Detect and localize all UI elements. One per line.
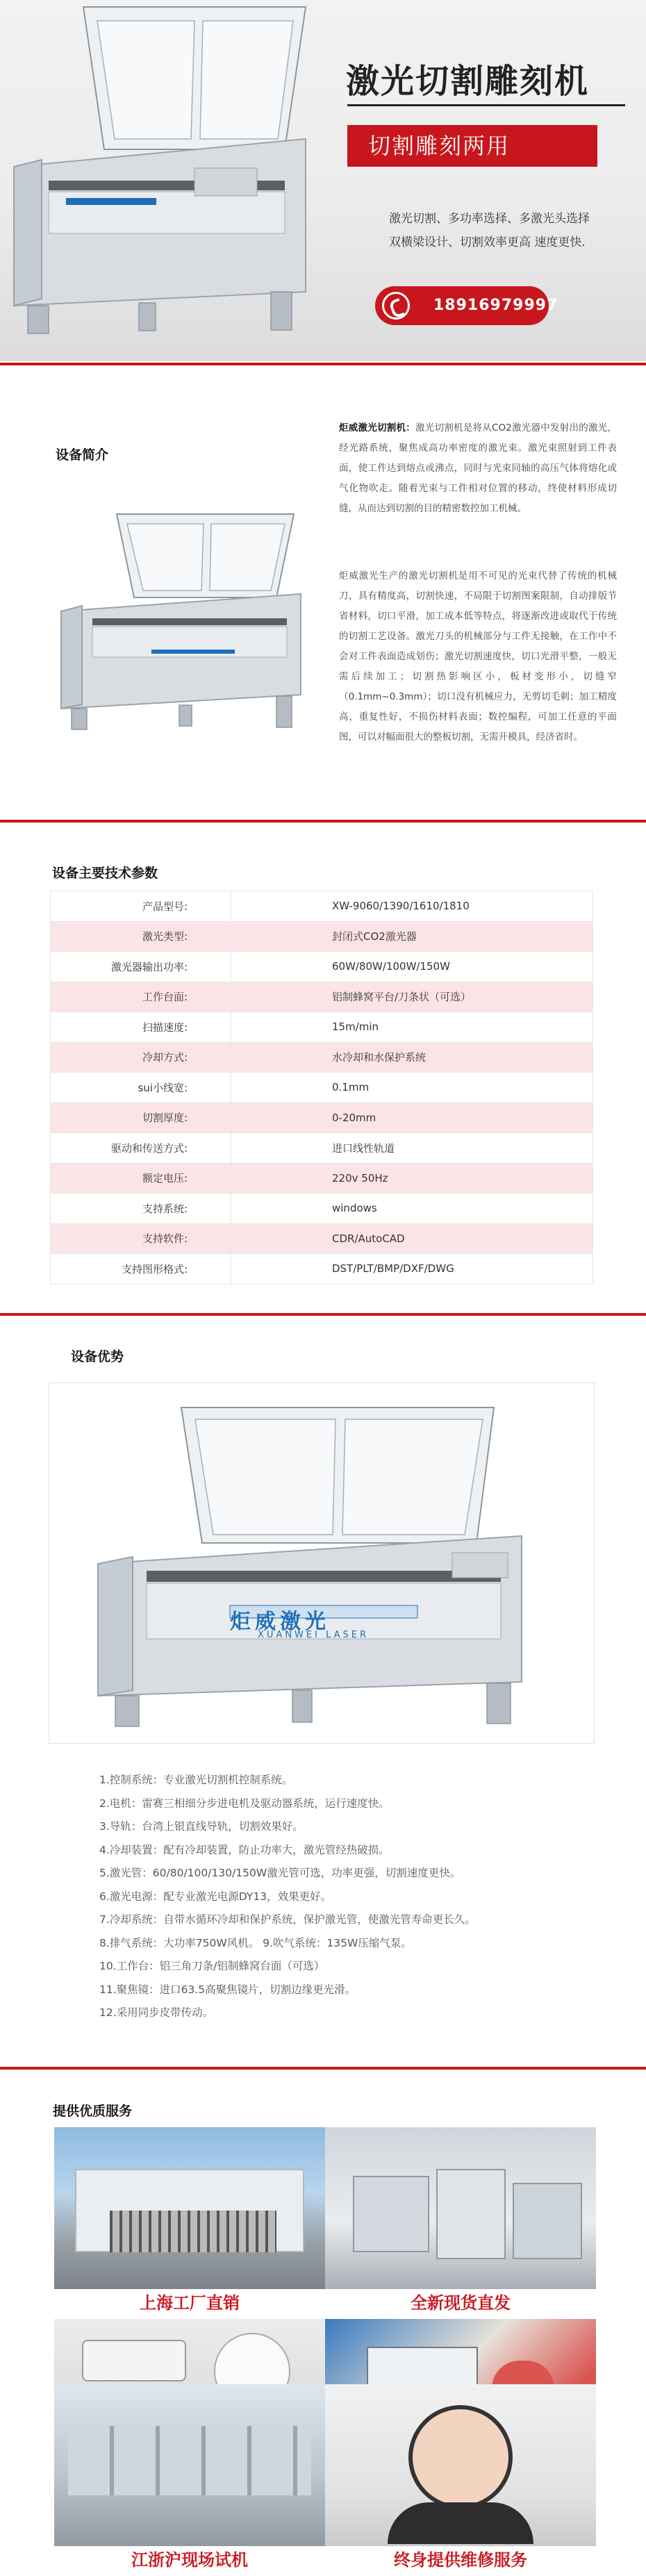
brand-watermark: 炬威激光 bbox=[230, 1610, 330, 1634]
spec-row bbox=[51, 891, 593, 922]
spec-row bbox=[51, 1103, 593, 1133]
spec-value: 封闭式CO2激光器 bbox=[231, 921, 593, 952]
service-label: 江浙沪现场试机 bbox=[54, 2546, 325, 2574]
phone-button[interactable] bbox=[375, 286, 558, 325]
spec-value: 0-20mm bbox=[231, 1103, 593, 1133]
intro-text-1: 激光切割机是将从CO2激光器中发射出的激光，经光路系统，聚焦成高功率密度的激光束。激光束照射到工件表面，使工件达到熔点或沸点，同时与光束同轴的高压气体将熔化或气化物吹走。随着光束与工件相对位置的移动，终使材料形成切缝，从而达到切割的目的精密数控加工机械。 bbox=[339, 422, 617, 514]
spec-key: 工作台面: bbox=[51, 982, 231, 1012]
intro-lead: 炬威激光切割机： bbox=[339, 422, 416, 434]
service-label: 终身提供维修服务 bbox=[325, 2546, 596, 2574]
laser-machine-image bbox=[0, 0, 326, 347]
spec-value: 进口线性轨道 bbox=[231, 1133, 593, 1164]
section-divider bbox=[0, 1313, 646, 1316]
spec-row bbox=[51, 952, 593, 982]
spec-value: XW-9060/1390/1610/1810 bbox=[231, 891, 593, 922]
spec-value: 60W/80W/100W/150W bbox=[231, 952, 593, 982]
phone-icon bbox=[382, 292, 410, 320]
spec-row bbox=[51, 1254, 593, 1285]
intro-paragraph: 炬威激光生产的激光切割机是用不可见的光束代替了传统的机械刀，具有精度高，切割快速，不局限于切割图案限制，自动排版节省材料，切口平滑，加工成本低等特点，将逐渐改进或取代于传统的切割工艺设备。激光刀头的机械部分与工件无接触，在工作中不会对工件表面造成划伤；激光切割速度快，切口光滑平整，一般无需后续加工；切割热影响区小，板材变形小，切缝窄（0.1mm~0.3mm）；切口没有机械应力，无剪切毛刺；加工精度高，重复性好，不损伤材料表面；数控编程，可加工任意的平面图，可以对幅面很大的整板切割，无需开模具，经济省时。 bbox=[339, 570, 617, 743]
spec-key: 扫描速度: bbox=[51, 1012, 231, 1043]
service-label: 全新现货直发 bbox=[325, 2289, 596, 2317]
section-divider bbox=[0, 820, 646, 823]
spec-key: 切割厚度: bbox=[51, 1103, 231, 1133]
spec-row bbox=[51, 1012, 593, 1043]
advantage-item: 2.电机：雷赛三相细分步进电机及驱动器系统，运行速度快。 bbox=[99, 1797, 390, 1810]
advantage-item: 12.采用同步皮带传动。 bbox=[99, 2006, 214, 2019]
advantage-item: 5.激光管：60/80/100/130/150W激光管可选，功率更强，切割速度更快。 bbox=[99, 1867, 461, 1879]
service-card-stock[interactable] bbox=[325, 2127, 596, 2317]
section-divider bbox=[0, 363, 646, 365]
spec-key: 支持软件: bbox=[51, 1223, 231, 1254]
spec-row bbox=[51, 1073, 593, 1103]
spec-value: CDR/AutoCAD bbox=[231, 1223, 593, 1254]
spec-key: 冷却方式: bbox=[51, 1042, 231, 1073]
phone-number: 18916979997 bbox=[433, 297, 558, 314]
subtitle-banner: 切割雕刻两用 bbox=[347, 125, 597, 167]
advantage-item: 6.激光电源：配专业激光电源DY13，效果更好。 bbox=[99, 1890, 332, 1903]
service-card-demo[interactable] bbox=[54, 2384, 325, 2574]
laser-machine-image bbox=[54, 507, 318, 736]
spec-row bbox=[51, 982, 593, 1012]
advantage-item: 10.工作台：铝三角刀条/铝制蜂窝台面（可选） bbox=[99, 1960, 325, 1972]
hero-features bbox=[389, 207, 618, 254]
spec-key: 产品型号: bbox=[51, 891, 231, 922]
spec-key: 额定电压: bbox=[51, 1163, 231, 1194]
brand-watermark-en: XUANWEI LASER bbox=[258, 1630, 370, 1640]
spec-row bbox=[51, 1042, 593, 1073]
feature-line: 激光切割、多功率选择、多激光头选择 bbox=[389, 212, 590, 226]
spec-row bbox=[51, 1194, 593, 1224]
spec-value: 220v 50Hz bbox=[231, 1163, 593, 1194]
spec-key: sui小线宽: bbox=[51, 1073, 231, 1103]
spec-value: 铝制蜂窝平台/刀条状（可选） bbox=[231, 982, 593, 1012]
advantage-item: 7.冷却系统：自带水循环冷却和保护系统，保护激光管，使激光管寿命更长久。 bbox=[99, 1913, 476, 1926]
advantage-item: 11.聚焦镜：进口63.5高聚焦镜片，切割边缘更光滑。 bbox=[99, 1983, 356, 1996]
spec-value: DST/PLT/BMP/DXF/DWG bbox=[231, 1254, 593, 1285]
laser-machine-image bbox=[77, 1404, 563, 1731]
spec-table bbox=[50, 891, 593, 1285]
spec-row bbox=[51, 1133, 593, 1164]
section-divider bbox=[0, 2067, 646, 2070]
section-heading-intro: 设备简介 bbox=[56, 447, 109, 463]
service-label: 上海工厂直销 bbox=[54, 2289, 325, 2317]
section-heading-specs: 设备主要技术参数 bbox=[52, 866, 158, 881]
advantage-item: 8.排气系统：大功率750W风机。 9.吹气系统：135W压缩气泵。 bbox=[99, 1936, 412, 1949]
spec-key: 驱动和传送方式: bbox=[51, 1133, 231, 1164]
spec-value: 0.1mm bbox=[231, 1073, 593, 1103]
spec-row bbox=[51, 921, 593, 952]
title-underline bbox=[347, 104, 625, 106]
feature-line: 双横梁设计、切割效率更高 速度更快. bbox=[389, 236, 586, 249]
spec-key: 支持图形格式: bbox=[51, 1254, 231, 1285]
spec-value: 15m/min bbox=[231, 1012, 593, 1043]
advantage-item: 4.冷却装置：配有冷却装置，防止功率大，激光管经热破损。 bbox=[99, 1843, 390, 1856]
advantage-item: 3.导轨：台湾上银直线导轨，切割效果好。 bbox=[99, 1820, 304, 1833]
service-card-support[interactable] bbox=[325, 2384, 596, 2574]
section-heading-advantages: 设备优势 bbox=[68, 1346, 126, 1365]
spec-value: 水冷却和水保护系统 bbox=[231, 1042, 593, 1073]
advantage-list bbox=[99, 1769, 586, 2025]
intro-paragraph bbox=[339, 418, 617, 519]
advantage-image-frame bbox=[49, 1382, 595, 1744]
section-heading-services: 提供优质服务 bbox=[53, 2104, 133, 2119]
spec-row bbox=[51, 1223, 593, 1254]
spec-key: 激光器输出功率: bbox=[51, 952, 231, 982]
advantage-item: 1.控制系统：专业激光切割机控制系统。 bbox=[99, 1774, 293, 1786]
spec-key: 支持系统: bbox=[51, 1194, 231, 1224]
spec-key: 激光类型: bbox=[51, 921, 231, 952]
spec-row bbox=[51, 1163, 593, 1194]
page-title: 激光切割雕刻机 bbox=[346, 62, 590, 101]
service-card-factory[interactable] bbox=[54, 2127, 325, 2317]
spec-value: windows bbox=[231, 1194, 593, 1224]
